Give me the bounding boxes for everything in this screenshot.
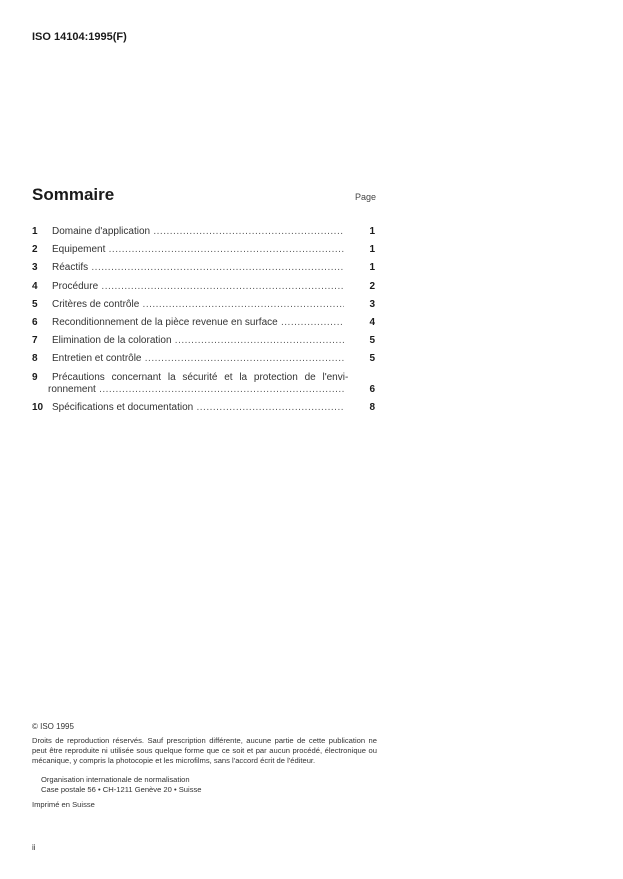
document-header: ISO 14104:1995(F): [32, 31, 127, 43]
toc-page: 2: [369, 280, 375, 292]
toc-text: Équipement .....: [52, 244, 344, 255]
toc-entry[interactable]: [32, 317, 377, 335]
copyright-notice: © ISO 1995: [32, 722, 74, 731]
toc-entry[interactable]: [32, 372, 377, 402]
toc-number: 8: [32, 353, 38, 365]
toc-page: 5: [369, 353, 375, 365]
toc-text: Réactifs .....: [52, 262, 344, 273]
toc-page: 1: [369, 226, 375, 237]
table-of-contents: [32, 226, 377, 420]
toc-number: 1: [32, 226, 38, 237]
rights-statement: Droits de reproduction réservés. Sauf prescription différente, aucune partie de cette publication ne peut être reproduite ni utilisée sous quelque forme que ce soit et par aucun procédé, électronique ou mécanique, y compris la photocopie et les microfilms, sans l'accord écrit de l'éditeur.: [32, 736, 377, 765]
toc-text-line1: Précautions concernant la sécurité et la protection de l'envi-: [52, 371, 349, 383]
printed-in: Imprimé en Suisse: [32, 800, 95, 809]
toc-page: 8: [369, 401, 375, 413]
toc-number: 5: [32, 298, 38, 310]
toc-entry[interactable]: [32, 353, 377, 371]
toc-entry[interactable]: [32, 281, 377, 299]
toc-text: Entretien et contrôle .....: [52, 353, 344, 364]
page-column-label: Page: [355, 192, 377, 202]
toc-entry[interactable]: [32, 262, 377, 280]
toc-text: Spécifications et documentation .....: [52, 402, 344, 413]
toc-page: 5: [369, 335, 375, 347]
toc-entry[interactable]: [32, 299, 377, 317]
page-number: ii: [32, 843, 36, 852]
toc-page: 3: [369, 298, 375, 310]
toc-text: Élimination de la coloration .....: [52, 335, 344, 346]
toc-text: Critères de contrôle .....: [52, 299, 344, 310]
toc-number: 10: [32, 401, 44, 413]
toc-page: 1: [369, 244, 375, 256]
toc-text: Procédure .....: [52, 281, 344, 292]
toc-text: Reconditionnement de la pièce revenue en surface .....: [52, 317, 344, 328]
toc-page: 6: [369, 383, 375, 395]
toc-page: 4: [369, 316, 375, 328]
organization-address: Case postale 56 • CH-1211 Genève 20 • Suisse: [41, 785, 202, 794]
toc-text: Domaine d'application .....: [52, 226, 344, 237]
toc-entry[interactable]: [32, 226, 377, 244]
page-title: Sommaire: [32, 185, 115, 204]
toc-number: 7: [32, 335, 38, 347]
toc-number: 9: [32, 371, 38, 383]
toc-number: 6: [32, 316, 38, 328]
toc-number: 3: [32, 262, 38, 274]
toc-entry[interactable]: [32, 402, 377, 420]
organization-name: Organisation internationale de normalisation: [41, 775, 190, 784]
toc-text: ronnement .....: [48, 384, 344, 395]
toc-number: 2: [32, 244, 38, 256]
toc-number: 4: [32, 280, 38, 292]
toc-entry[interactable]: [32, 335, 377, 353]
toc-page: 1: [369, 262, 375, 274]
toc-entry[interactable]: [32, 244, 377, 262]
organization-block: [41, 775, 202, 795]
